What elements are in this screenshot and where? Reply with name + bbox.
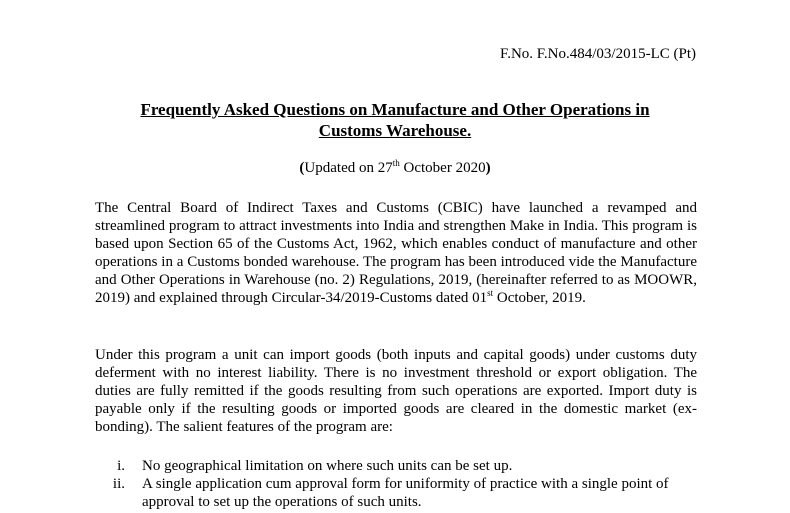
intro-paragraph: The Central Board of Indirect Taxes and Customs (CBIC) have launched a revamped and streamlined program to attract investments into India and strengthen Make in India. This program is based upon Section 65 of the Customs Act, 1962, which enables conduct of manufacture and other operations in a Customs bonded warehouse. The program has been introduced vide the Manufacture and Other Operations in Warehouse (no. 2) Regulations, 2019, (hereinafter referred to as MOOWR, 2019) and explained through Circular-34/2019-Customs dated 01st October, 2019. [95, 200, 697, 306]
list-item [95, 475, 697, 511]
salient-features-list [95, 457, 697, 511]
updated-date: (Updated on 27th October 2020) [299, 158, 491, 176]
title-line-1: Frequently Asked Questions on Manufacture and Other Operations in [140, 100, 650, 119]
list-item-number: i. [117, 458, 125, 474]
list-item [95, 457, 697, 475]
title-line-2: Customs Warehouse. [318, 121, 472, 140]
document-title [95, 99, 695, 141]
list-item-text: No geographical limitation on where such units can be set up. [142, 458, 513, 474]
program-paragraph: Under this program a unit can import goods (both inputs and capital goods) under customs duty deferment with no interest liability. There is no investment threshold or export obligation. The duties are fully remitted if the goods resulting from such operations are exported. Import duty is payable only if the resulting goods or imported goods are cleared in the domestic market (ex-bonding). The salient features of the program are: [95, 347, 697, 435]
list-item-number: ii. [112, 476, 125, 492]
file-number: F.No. F.No.484/03/2015-LC (Pt) [500, 46, 696, 62]
list-item-text: A single application cum approval form for uniformity of practice with a single point of approval to set up the operations of such units. [142, 476, 669, 510]
